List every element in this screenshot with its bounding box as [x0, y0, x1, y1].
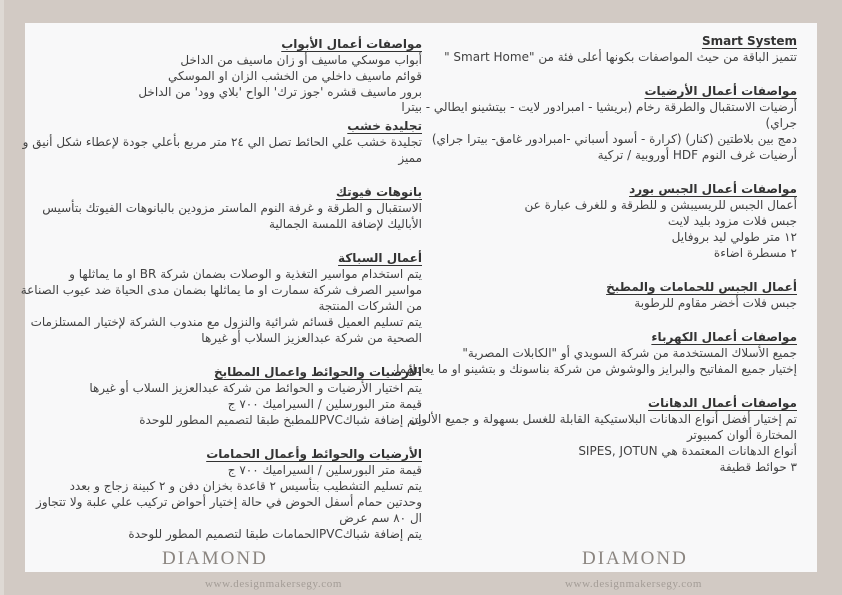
- spec-section: [45, 36, 422, 100]
- section-heading: مواصفات أعمال الأرضيات: [644, 84, 797, 98]
- spec-section: [437, 279, 797, 311]
- spec-line: يتم إضافة شباكPVCالحمامات طبقا لتصميم المطور للوحدة: [128, 527, 422, 541]
- spec-line: قيمة متر البورسلين / السيراميك ٧٠٠ ج: [227, 463, 422, 477]
- spec-section: [42, 184, 422, 232]
- section-heading: أعمال السباكة: [338, 251, 422, 265]
- spec-section: [409, 395, 797, 475]
- spec-section: [36, 446, 422, 542]
- spec-line: الأباليك لإضافة اللمسة الجمالية: [269, 217, 422, 231]
- spec-line: ال ٨٠ سم عرض: [339, 511, 422, 525]
- spec-line: تم إختيار أفضل أنواع الدهانات البلاستيكية القابلة للغسل بسهولة و جميع الألوان: [409, 412, 797, 426]
- spec-line: أبواب موسكي ماسيف أو زان ماسيف من الداخل: [180, 53, 422, 67]
- section-heading: مواصفات أعمال الجبس بورد: [629, 182, 797, 196]
- spec-line: جبس فلات أخضر مقاوم للرطوبة: [634, 296, 797, 310]
- spec-line: يتم اختيار الأرضيات و الحوائط من شركة عبدالعزيز السلاب أو غيرها: [89, 381, 422, 395]
- spec-line: المختارة ألوان كمبيوتر: [686, 428, 797, 442]
- spec-line: الصحية من شركة عبدالعزيز السلاب أو غيرها: [201, 331, 422, 345]
- brand-logo-right: DIAMOND: [582, 548, 688, 569]
- spec-line: يتم تسليم التشطيب بتأسيس ٢ قاعدة بخزان دفن و ٢ كبينة زجاج و بعدد: [69, 479, 422, 493]
- spec-line: مواسير الصرف شركة سمارت او ما يماثلها بضمان مدى الحياة ضد عيوب الصناعة: [20, 283, 422, 297]
- spec-section: [22, 118, 422, 166]
- spec-line: ١٢ متر طولي ليد بروفايل: [671, 230, 797, 244]
- spec-section: [437, 33, 797, 65]
- spec-line: جبس فلات مزود بليد لايت: [667, 214, 797, 228]
- spec-line: تجليدة خشب علي الحائط تصل الي ٢٤ متر مربع بأعلي جودة لإعطاء شكل أنيق و: [22, 135, 422, 149]
- spec-line: برور ماسيف قشره 'جوز ترك' الواح 'بلاي وود' من الداخل: [138, 85, 422, 99]
- spec-line: من الشركات المنتجة: [318, 299, 422, 313]
- spec-line: ٢ مسطرة اضاءة: [713, 246, 797, 260]
- page-left-edge: [0, 0, 4, 595]
- spec-section: [437, 181, 797, 261]
- spec-line: إختيار جميع المفاتيح والبرايز والوشوش من شركة بناسونك و بتشينو او ما يعادلهما: [396, 362, 797, 376]
- spec-line: أرضيات غرف النوم HDF أوروبية / تركية: [597, 148, 797, 162]
- section-heading: الأرضيات والحوائط وأعمال الحمامات: [206, 447, 422, 461]
- section-heading: مواصفات أعمال الدهانات: [648, 396, 797, 410]
- section-heading: أعمال الجبس للحمامات والمطبخ: [606, 280, 797, 294]
- spec-line: ٣ حوائط قطيفة: [719, 460, 797, 474]
- section-heading: Smart System: [701, 34, 797, 48]
- spec-line: قوائم ماسيف داخلي من الخشب الزان او الموسكي: [167, 69, 422, 83]
- spec-line: تتميز الباقة من حيث المواصفات بكونها أعلى فئة من "Smart Home ": [444, 50, 797, 64]
- spec-line: يتم إضافة شباكPVCللمطبخ طبقا لتصميم المطور للوحدة: [139, 413, 422, 427]
- spec-line: قيمة متر البورسلين / السيراميك ٧٠٠ ج: [227, 397, 422, 411]
- spec-line: يتم استخدام مواسير التغذية و الوصلات بضمان شركة BR او ما يماثلها و: [69, 267, 422, 281]
- website-url-left: www.designmakersegy.com: [205, 578, 343, 590]
- spec-line: يتم تسليم العميل قسائم شرائية والنزول مع مندوب الشركة لإختيار المستلزمات: [30, 315, 422, 329]
- section-heading: مواصفات أعمال الكهرباء: [651, 330, 797, 344]
- spec-line: دمج بين بلاطتين (كنار) (كرارة - أسود أسباني -امبرادور غامق- بيترا جراي): [431, 132, 797, 146]
- spec-section: [45, 364, 422, 428]
- spec-line: مميز: [398, 151, 422, 165]
- section-heading: مواصفات أعمال الأبواب: [281, 37, 422, 51]
- spec-line: جميع الأسلاك المستخدمة من شركة السويدي أو "الكابلات المصرية": [462, 346, 797, 360]
- section-heading: الأرضيات والحوائط واعمال المطابخ: [213, 365, 422, 379]
- spec-line: وحدتين حمام أسفل الحوض في حالة إختيار أحواض تركيب علي علبة ولا تتجاوز: [36, 495, 422, 509]
- spec-section: [396, 329, 797, 377]
- section-heading: بانوهات فيوتك: [335, 185, 422, 199]
- spec-section: [20, 250, 422, 346]
- website-url-right: www.designmakersegy.com: [565, 578, 703, 590]
- spec-line: أعمال الجبس للريسيبشن و للطرقة و للغرف عبارة عن: [524, 198, 797, 212]
- spec-line: أنواع الدهانات المعتمدة هي SIPES, JOTUN: [578, 444, 797, 458]
- spec-line: أرضيات الاستقبال والطرقة رخام (بريشيا - امبرادور لايت - بيتشينو ايطالي - بيترا: [401, 100, 797, 114]
- section-heading: تجليدة خشب: [347, 119, 422, 133]
- left-column: [20, 36, 422, 542]
- spec-line: الاستقبال و الطرقة و غرفة النوم الماستر مزودين بالبانوهات الفيوتك بتأسيس: [42, 201, 422, 215]
- spec-line: جراي): [765, 116, 797, 130]
- brand-logo-left: DIAMOND: [162, 548, 268, 569]
